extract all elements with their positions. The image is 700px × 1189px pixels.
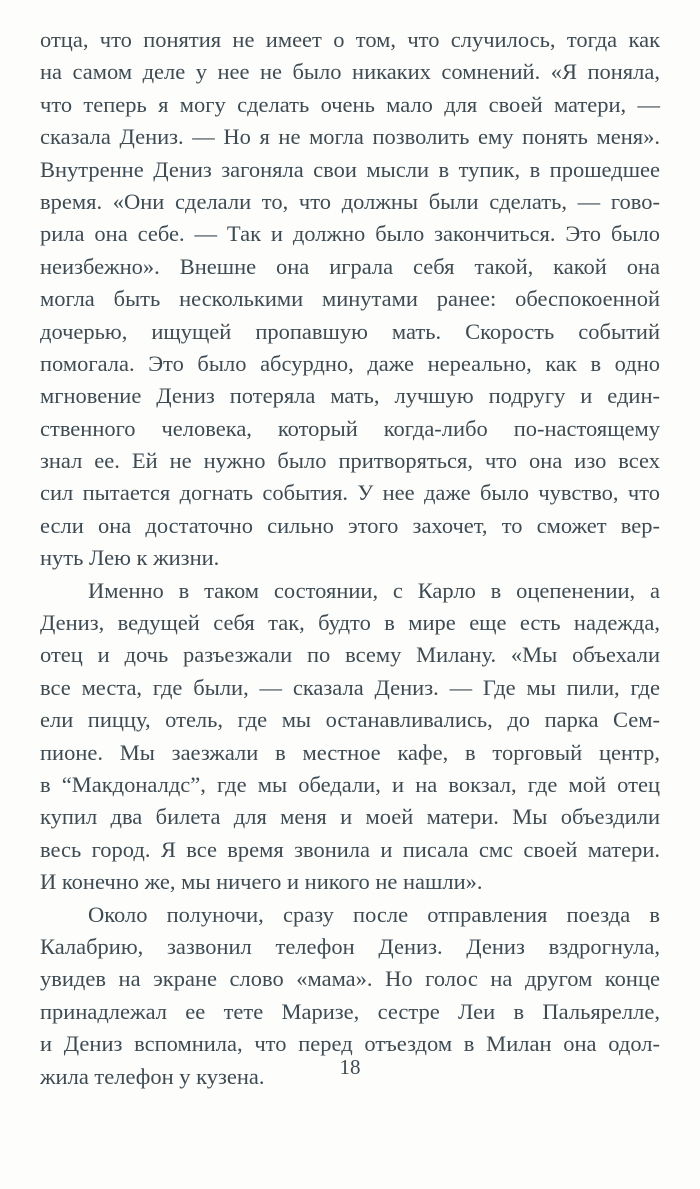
text-line: жила телефон у кузена. (40, 1063, 265, 1089)
text-line: на самом деле у нее не было никаких сомнений. «Я поняла, (40, 59, 660, 85)
text-line: Калабрию, зазвонил телефон Дениз. Дениз вздрогнула, (40, 933, 660, 959)
text-line: ели пиццу, отель, где мы останавливались, до парка Сем- (40, 707, 660, 733)
text-line: время. «Они сделали то, что должны были сделать, — гово- (40, 188, 660, 214)
text-line: сил пытается догнать события. У нее даже было чувство, что (40, 480, 660, 506)
text-line: принадлежал ее тете Маризе, сестре Леи в Пальярелле, (40, 998, 660, 1024)
text-line: отца, что понятия не имеет о том, что случилось, тогда как (40, 27, 660, 52)
text-line: ственного человека, который когда-либо по-настоящему (40, 415, 660, 441)
body-text (40, 24, 660, 1093)
text-line: помогала. Это было абсурдно, даже нереально, как в одно (40, 350, 660, 376)
page-number: 18 (339, 1055, 361, 1079)
text-line: Дениз, ведущей себя так, будто в мире еще есть надежда, (40, 610, 660, 636)
text-line: что теперь я могу сделать очень мало для своей матери, — (40, 91, 660, 117)
paragraph (40, 24, 660, 575)
text-line: могла быть несколькими минутами ранее: обеспокоенной (40, 286, 660, 312)
text-line: И конечно же, мы ничего и никого не нашли». (40, 869, 483, 895)
text-line: весь город. Я все время звонила и писала смс своей матери. (40, 836, 660, 862)
text-line: мгновение Дениз потеряла мать, лучшую подругу и един- (40, 383, 660, 409)
text-line: Около полуночи, сразу после отправления поезда в (88, 901, 660, 927)
text-line: рила она себе. — Так и должно было закончиться. Это было (40, 221, 660, 247)
paragraph (40, 575, 660, 899)
text-line: знал ее. Ей не нужно было притворяться, что она изо всех (40, 448, 660, 474)
text-line: в “Макдоналдс”, где мы обедали, и на вокзал, где мой отец (40, 771, 660, 797)
text-line: купил два билета для меня и моей матери. Мы объездили (40, 804, 660, 830)
text-line: нуть Лею к жизни. (40, 545, 220, 571)
text-line: пионе. Мы заезжали в местное кафе, в торговый центр, (40, 739, 660, 765)
text-line: сказала Дениз. — Но я не могла позволить ему понять меня». (40, 124, 660, 150)
text-line: неизбежно». Внешне она играла себя такой, какой она (40, 253, 660, 279)
text-line: Именно в таком состоянии, с Карло в оцепенении, а (88, 577, 660, 603)
text-line: отец и дочь разъезжали по всему Милану. «Мы объехали (40, 642, 660, 668)
text-line: увидев на экране слово «мама». Но голос на другом конце (40, 966, 660, 992)
text-line: если она достаточно сильно этого захочет, то сможет вер- (40, 512, 660, 538)
text-line: Внутренне Дениз загоняла свои мысли в тупик, в прошедшее (40, 156, 660, 182)
text-line: и Дениз вспомнила, что перед отъездом в Милан она одол- (40, 1031, 660, 1057)
text-line: дочерью, ищущей пропавшую мать. Скорость событий (40, 318, 660, 344)
text-line: все места, где были, — сказала Дениз. — Где мы пили, где (40, 674, 660, 700)
